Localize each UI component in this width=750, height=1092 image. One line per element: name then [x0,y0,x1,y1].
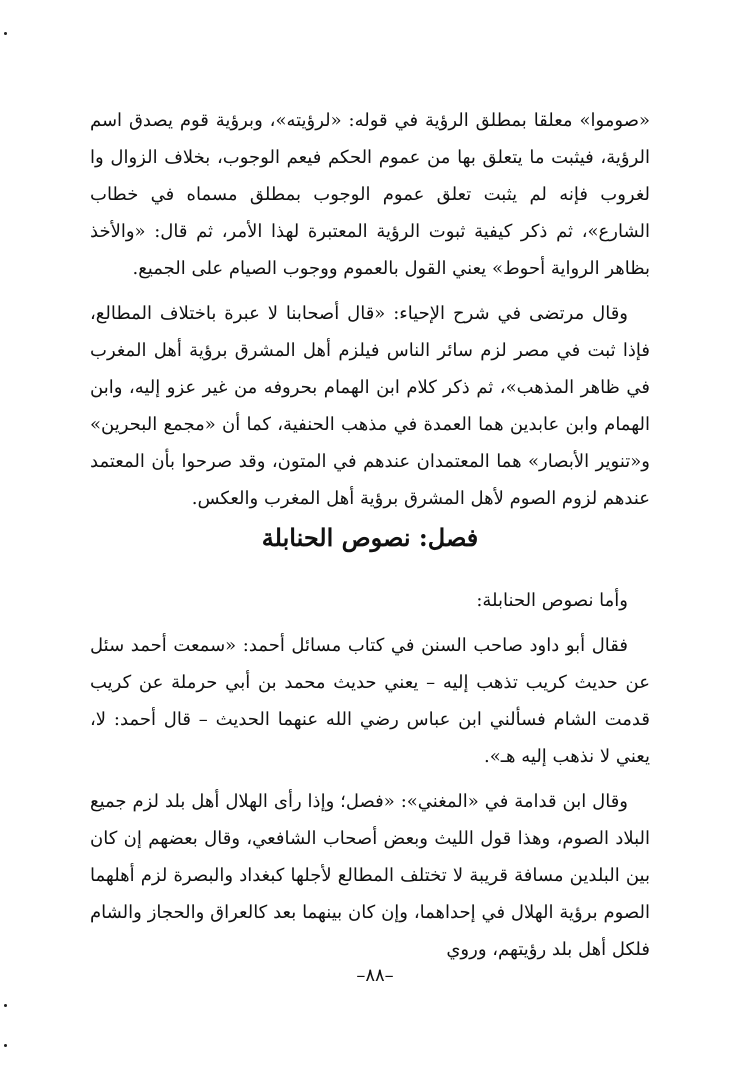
paragraph-abu-dawud: فقال أبو داود صاحب السنن في كتاب مسائل أحمد: «سمعت أحمد سئل عن حديث كريب تذهب إليه – يعني حديث محمد بن أبي حرملة عن كريب قدمت الشام فسألني ابن عباس رضي الله عنهما الحديث – قال أحمد: لا، يعني لا نذهب إليه هـ». [90,635,650,767]
paragraph-ibn-qudama: وقال ابن قدامة في «المغني»: «فصل؛ وإذا رأى الهلال أهل بلد لزم جميع البلاد الصوم، وهذا قول الليث وبعض أصحاب الشافعي، وقال بعضهم إن كان بين البلدين مسافة قريبة لا تختلف المطالع لأجلها كبغداد والبصرة لزم أهلهما الصوم برؤية الهلال في إحداهما، وإن كان بينهما بعد كالعراق والحجاز والشام فلكل أهل بلد رؤيتهم، وروي [90,791,650,960]
page-number: –٨٨– [356,965,394,986]
paragraph-intro-hanbali: وأما نصوص الحنابلة: [476,590,628,611]
paragraph-murtada: وقال مرتضى في شرح الإحياء: «قال أصحابنا لا عبرة باختلاف المطالع، فإذا ثبت في مصر لزم سائر الناس فيلزم أهل المشرق برؤية أهل المغرب في ظاهر المذهب»، ثم ذكر كلام ابن الهمام بحروفه من غير عزو إليه، وابن الهمام وابن عابدين هما العمدة في مذهب الحنفية، كما أن «مجمع البحرين» و«تنوير الأبصار» هما المعتمدان عندهم في المتون، وقد صرحوا بأن المعتمد عندهم لزوم الصوم لأهل المشرق برؤية أهل المغرب والعكس. [90,303,650,509]
scan-speck [4,32,7,35]
scan-speck [4,1004,7,1007]
text-block-bottom [90,582,650,968]
paragraph-hanafi-continuation: «صوموا» معلقا بمطلق الرؤية في قوله: «لرؤيته»، وبرؤية قوم يصدق اسم الرؤية، فيثبت ما يتعلق بها من عموم الحكم فيعم الوجوب، بخلاف الزوال وا لغروب فإنه لم يثبت تعلق عموم الوجوب بمطلق مسماه في خطاب الشارع»، ثم ذكر كيفية ثبوت الرؤية المعتبرة لهذا الأمر، ثم قال: «والأخذ بظاهر الرواية أحوط» يعني القول بالعموم ووجوب الصيام على الجميع. [90,110,650,279]
scan-speck [4,1044,7,1047]
text-block-top [90,102,650,517]
section-heading: فصل: نصوص الحنابلة [261,523,479,552]
